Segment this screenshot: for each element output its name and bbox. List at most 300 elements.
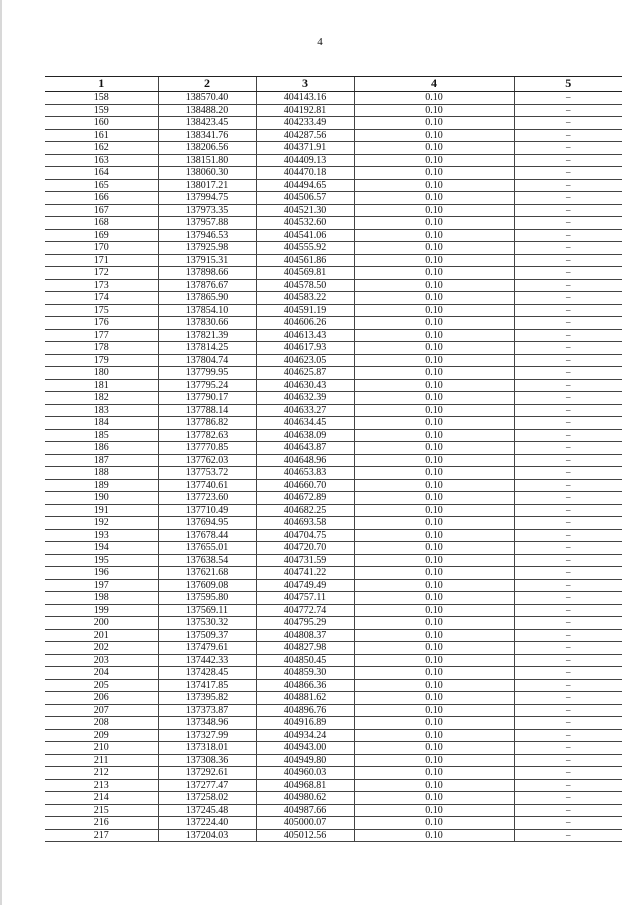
y-coordinate-cell: 404371.91 [256,142,354,155]
table-row [45,154,622,167]
x-coordinate-cell: 137723.60 [158,492,256,505]
table-row [45,304,622,317]
note-cell: – [514,667,622,680]
x-coordinate-cell: 137204.03 [158,829,256,842]
y-coordinate-cell: 404409.13 [256,154,354,167]
accuracy-cell: 0.10 [354,379,514,392]
accuracy-cell: 0.10 [354,292,514,305]
accuracy-cell: 0.10 [354,92,514,105]
note-cell: – [514,617,622,630]
note-cell: – [514,417,622,430]
point-number-cell: 189 [45,479,158,492]
table-row [45,179,622,192]
y-coordinate-cell: 404192.81 [256,104,354,117]
accuracy-cell: 0.10 [354,729,514,742]
table-row [45,417,622,430]
y-coordinate-cell: 404720.70 [256,542,354,555]
table-row [45,579,622,592]
y-coordinate-cell: 404532.60 [256,217,354,230]
accuracy-cell: 0.10 [354,479,514,492]
accuracy-cell: 0.10 [354,217,514,230]
x-coordinate-cell: 137655.01 [158,542,256,555]
y-coordinate-cell: 404233.49 [256,117,354,130]
table-row [45,104,622,117]
column-header-1: 1 [45,77,158,92]
y-coordinate-cell: 404827.98 [256,642,354,655]
point-number-cell: 190 [45,492,158,505]
note-cell: – [514,692,622,705]
x-coordinate-cell: 137830.66 [158,317,256,330]
point-number-cell: 172 [45,267,158,280]
y-coordinate-cell: 404859.30 [256,667,354,680]
point-number-cell: 181 [45,379,158,392]
accuracy-cell: 0.10 [354,442,514,455]
y-coordinate-cell: 405012.56 [256,829,354,842]
accuracy-cell: 0.10 [354,367,514,380]
y-coordinate-cell: 404521.30 [256,204,354,217]
y-coordinate-cell: 404741.22 [256,567,354,580]
accuracy-cell: 0.10 [354,504,514,517]
table-row [45,804,622,817]
y-coordinate-cell: 404881.62 [256,692,354,705]
note-cell: – [514,717,622,730]
y-coordinate-cell: 404648.96 [256,454,354,467]
y-coordinate-cell: 404632.39 [256,392,354,405]
x-coordinate-cell: 137925.98 [158,242,256,255]
table-row [45,517,622,530]
x-coordinate-cell: 137277.47 [158,779,256,792]
point-number-cell: 159 [45,104,158,117]
point-number-cell: 168 [45,217,158,230]
table-row [45,742,622,755]
point-number-cell: 182 [45,392,158,405]
column-header-2: 2 [158,77,256,92]
point-number-cell: 165 [45,179,158,192]
y-coordinate-cell: 404541.06 [256,229,354,242]
note-cell: – [514,392,622,405]
accuracy-cell: 0.10 [354,192,514,205]
y-coordinate-cell: 404578.50 [256,279,354,292]
table-row [45,767,622,780]
note-cell: – [514,742,622,755]
table-row [45,529,622,542]
note-cell: – [514,779,622,792]
point-number-cell: 195 [45,554,158,567]
accuracy-cell: 0.10 [354,754,514,767]
note-cell: – [514,817,622,830]
accuracy-cell: 0.10 [354,817,514,830]
accuracy-cell: 0.10 [354,117,514,130]
table-row [45,217,622,230]
point-number-cell: 216 [45,817,158,830]
accuracy-cell: 0.10 [354,342,514,355]
x-coordinate-cell: 137292.61 [158,767,256,780]
column-header-5: 5 [514,77,622,92]
accuracy-cell: 0.10 [354,429,514,442]
note-cell: – [514,367,622,380]
table-row [45,479,622,492]
point-number-cell: 210 [45,742,158,755]
table-row [45,654,622,667]
point-number-cell: 208 [45,717,158,730]
accuracy-cell: 0.10 [354,767,514,780]
y-coordinate-cell: 404749.49 [256,579,354,592]
y-coordinate-cell: 404583.22 [256,292,354,305]
point-number-cell: 185 [45,429,158,442]
note-cell: – [514,604,622,617]
y-coordinate-cell: 404866.36 [256,679,354,692]
table-row [45,242,622,255]
point-number-cell: 178 [45,342,158,355]
table-row [45,679,622,692]
accuracy-cell: 0.10 [354,492,514,505]
y-coordinate-cell: 404808.37 [256,629,354,642]
point-number-cell: 179 [45,354,158,367]
note-cell: – [514,704,622,717]
note-cell: – [514,792,622,805]
x-coordinate-cell: 137915.31 [158,254,256,267]
point-number-cell: 170 [45,242,158,255]
accuracy-cell: 0.10 [354,154,514,167]
x-coordinate-cell: 137245.48 [158,804,256,817]
y-coordinate-cell: 404960.03 [256,767,354,780]
point-number-cell: 194 [45,542,158,555]
y-coordinate-cell: 404653.83 [256,467,354,480]
point-number-cell: 199 [45,604,158,617]
accuracy-cell: 0.10 [354,742,514,755]
point-number-cell: 206 [45,692,158,705]
table-row [45,329,622,342]
point-number-cell: 180 [45,367,158,380]
accuracy-cell: 0.10 [354,392,514,405]
x-coordinate-cell: 137753.72 [158,467,256,480]
x-coordinate-cell: 137479.61 [158,642,256,655]
x-coordinate-cell: 137814.25 [158,342,256,355]
table-row [45,429,622,442]
point-number-cell: 163 [45,154,158,167]
x-coordinate-cell: 137428.45 [158,667,256,680]
note-cell: – [514,192,622,205]
accuracy-cell: 0.10 [354,467,514,480]
table-row [45,92,622,105]
table-row [45,229,622,242]
x-coordinate-cell: 137973.35 [158,204,256,217]
y-coordinate-cell: 404625.87 [256,367,354,380]
y-coordinate-cell: 405000.07 [256,817,354,830]
accuracy-cell: 0.10 [354,454,514,467]
x-coordinate-cell: 137799.95 [158,367,256,380]
table-row [45,617,622,630]
note-cell: – [514,454,622,467]
point-number-cell: 203 [45,654,158,667]
x-coordinate-cell: 137854.10 [158,304,256,317]
accuracy-cell: 0.10 [354,542,514,555]
table-row [45,204,622,217]
accuracy-cell: 0.10 [354,517,514,530]
note-cell: – [514,179,622,192]
y-coordinate-cell: 404896.76 [256,704,354,717]
x-coordinate-cell: 137710.49 [158,504,256,517]
x-coordinate-cell: 137442.33 [158,654,256,667]
x-coordinate-cell: 137786.82 [158,417,256,430]
y-coordinate-cell: 404623.05 [256,354,354,367]
note-cell: – [514,679,622,692]
accuracy-cell: 0.10 [354,229,514,242]
note-cell: – [514,279,622,292]
note-cell: – [514,292,622,305]
y-coordinate-cell: 404506.57 [256,192,354,205]
x-coordinate-cell: 137373.87 [158,704,256,717]
y-coordinate-cell: 404943.00 [256,742,354,755]
accuracy-cell: 0.10 [354,267,514,280]
table-row [45,717,622,730]
x-coordinate-cell: 137638.54 [158,554,256,567]
accuracy-cell: 0.10 [354,529,514,542]
x-coordinate-cell: 138570.40 [158,92,256,105]
x-coordinate-cell: 137694.95 [158,517,256,530]
accuracy-cell: 0.10 [354,667,514,680]
accuracy-cell: 0.10 [354,179,514,192]
x-coordinate-cell: 138017.21 [158,179,256,192]
accuracy-cell: 0.10 [354,242,514,255]
point-number-cell: 186 [45,442,158,455]
y-coordinate-cell: 404693.58 [256,517,354,530]
table-row [45,317,622,330]
table-row [45,817,622,830]
scan-edge [0,0,2,905]
point-number-cell: 201 [45,629,158,642]
table-row [45,779,622,792]
point-number-cell: 171 [45,254,158,267]
table-header-row [45,77,622,92]
note-cell: – [514,229,622,242]
point-number-cell: 215 [45,804,158,817]
accuracy-cell: 0.10 [354,704,514,717]
x-coordinate-cell: 137898.66 [158,267,256,280]
note-cell: – [514,92,622,105]
point-number-cell: 207 [45,704,158,717]
point-number-cell: 162 [45,142,158,155]
x-coordinate-cell: 137994.75 [158,192,256,205]
note-cell: – [514,642,622,655]
point-number-cell: 211 [45,754,158,767]
point-number-cell: 183 [45,404,158,417]
y-coordinate-cell: 404287.56 [256,129,354,142]
note-cell: – [514,467,622,480]
table-row [45,667,622,680]
x-coordinate-cell: 137530.32 [158,617,256,630]
table-row [45,629,622,642]
x-coordinate-cell: 137678.44 [158,529,256,542]
table-row [45,467,622,480]
table-row [45,379,622,392]
table-row [45,504,622,517]
y-coordinate-cell: 404934.24 [256,729,354,742]
accuracy-cell: 0.10 [354,354,514,367]
note-cell: – [514,829,622,842]
point-number-cell: 167 [45,204,158,217]
x-coordinate-cell: 138341.76 [158,129,256,142]
table-row [45,554,622,567]
table-row [45,292,622,305]
y-coordinate-cell: 404731.59 [256,554,354,567]
note-cell: – [514,129,622,142]
point-number-cell: 204 [45,667,158,680]
note-cell: – [514,342,622,355]
y-coordinate-cell: 404630.43 [256,379,354,392]
y-coordinate-cell: 404772.74 [256,604,354,617]
table-row [45,254,622,267]
table-row [45,454,622,467]
accuracy-cell: 0.10 [354,717,514,730]
point-number-cell: 175 [45,304,158,317]
x-coordinate-cell: 137795.24 [158,379,256,392]
table-row [45,129,622,142]
table-body [45,92,622,842]
point-number-cell: 198 [45,592,158,605]
y-coordinate-cell: 404143.16 [256,92,354,105]
table-row [45,192,622,205]
x-coordinate-cell: 137821.39 [158,329,256,342]
accuracy-cell: 0.10 [354,804,514,817]
note-cell: – [514,542,622,555]
table-row [45,692,622,705]
table-row [45,754,622,767]
y-coordinate-cell: 404633.27 [256,404,354,417]
y-coordinate-cell: 404569.81 [256,267,354,280]
point-number-cell: 160 [45,117,158,130]
y-coordinate-cell: 404968.81 [256,779,354,792]
note-cell: – [514,629,622,642]
point-number-cell: 197 [45,579,158,592]
note-cell: – [514,317,622,330]
y-coordinate-cell: 404606.26 [256,317,354,330]
accuracy-cell: 0.10 [354,579,514,592]
y-coordinate-cell: 404704.75 [256,529,354,542]
x-coordinate-cell: 137865.90 [158,292,256,305]
x-coordinate-cell: 137595.80 [158,592,256,605]
y-coordinate-cell: 404949.80 [256,754,354,767]
point-number-cell: 158 [45,92,158,105]
table-row [45,392,622,405]
table-row [45,404,622,417]
y-coordinate-cell: 404561.86 [256,254,354,267]
point-number-cell: 177 [45,329,158,342]
point-number-cell: 161 [45,129,158,142]
y-coordinate-cell: 404850.45 [256,654,354,667]
note-cell: – [514,329,622,342]
table-row [45,604,622,617]
x-coordinate-cell: 138488.20 [158,104,256,117]
y-coordinate-cell: 404494.65 [256,179,354,192]
note-cell: – [514,517,622,530]
x-coordinate-cell: 137258.02 [158,792,256,805]
accuracy-cell: 0.10 [354,304,514,317]
accuracy-cell: 0.10 [354,792,514,805]
x-coordinate-cell: 137762.03 [158,454,256,467]
x-coordinate-cell: 137348.96 [158,717,256,730]
accuracy-cell: 0.10 [354,567,514,580]
note-cell: – [514,379,622,392]
note-cell: – [514,154,622,167]
note-cell: – [514,554,622,567]
accuracy-cell: 0.10 [354,642,514,655]
note-cell: – [514,579,622,592]
note-cell: – [514,529,622,542]
x-coordinate-cell: 137569.11 [158,604,256,617]
x-coordinate-cell: 137946.53 [158,229,256,242]
table-row [45,267,622,280]
point-number-cell: 176 [45,317,158,330]
table-row [45,542,622,555]
accuracy-cell: 0.10 [354,617,514,630]
table-row [45,342,622,355]
point-number-cell: 202 [45,642,158,655]
point-number-cell: 196 [45,567,158,580]
y-coordinate-cell: 404660.70 [256,479,354,492]
x-coordinate-cell: 137782.63 [158,429,256,442]
note-cell: – [514,104,622,117]
point-number-cell: 193 [45,529,158,542]
x-coordinate-cell: 138206.56 [158,142,256,155]
x-coordinate-cell: 137770.85 [158,442,256,455]
accuracy-cell: 0.10 [354,254,514,267]
accuracy-cell: 0.10 [354,129,514,142]
accuracy-cell: 0.10 [354,629,514,642]
note-cell: – [514,142,622,155]
x-coordinate-cell: 137621.68 [158,567,256,580]
note-cell: – [514,479,622,492]
x-coordinate-cell: 137804.74 [158,354,256,367]
point-number-cell: 187 [45,454,158,467]
x-coordinate-cell: 137224.40 [158,817,256,830]
table-row [45,354,622,367]
table-row [45,442,622,455]
x-coordinate-cell: 137327.99 [158,729,256,742]
note-cell: – [514,404,622,417]
x-coordinate-cell: 138060.30 [158,167,256,180]
point-number-cell: 169 [45,229,158,242]
table-row [45,704,622,717]
point-number-cell: 184 [45,417,158,430]
point-number-cell: 212 [45,767,158,780]
x-coordinate-cell: 138151.80 [158,154,256,167]
note-cell: – [514,254,622,267]
note-cell: – [514,429,622,442]
table-row [45,792,622,805]
point-number-cell: 173 [45,279,158,292]
y-coordinate-cell: 404916.89 [256,717,354,730]
y-coordinate-cell: 404643.87 [256,442,354,455]
y-coordinate-cell: 404470.18 [256,167,354,180]
y-coordinate-cell: 404591.19 [256,304,354,317]
coordinates-table [45,76,622,842]
table-row [45,829,622,842]
point-number-cell: 213 [45,779,158,792]
column-header-3: 3 [256,77,354,92]
accuracy-cell: 0.10 [354,829,514,842]
note-cell: – [514,354,622,367]
table-row [45,492,622,505]
y-coordinate-cell: 404672.89 [256,492,354,505]
note-cell: – [514,117,622,130]
note-cell: – [514,592,622,605]
point-number-cell: 214 [45,792,158,805]
accuracy-cell: 0.10 [354,604,514,617]
accuracy-cell: 0.10 [354,692,514,705]
x-coordinate-cell: 137308.36 [158,754,256,767]
accuracy-cell: 0.10 [354,779,514,792]
